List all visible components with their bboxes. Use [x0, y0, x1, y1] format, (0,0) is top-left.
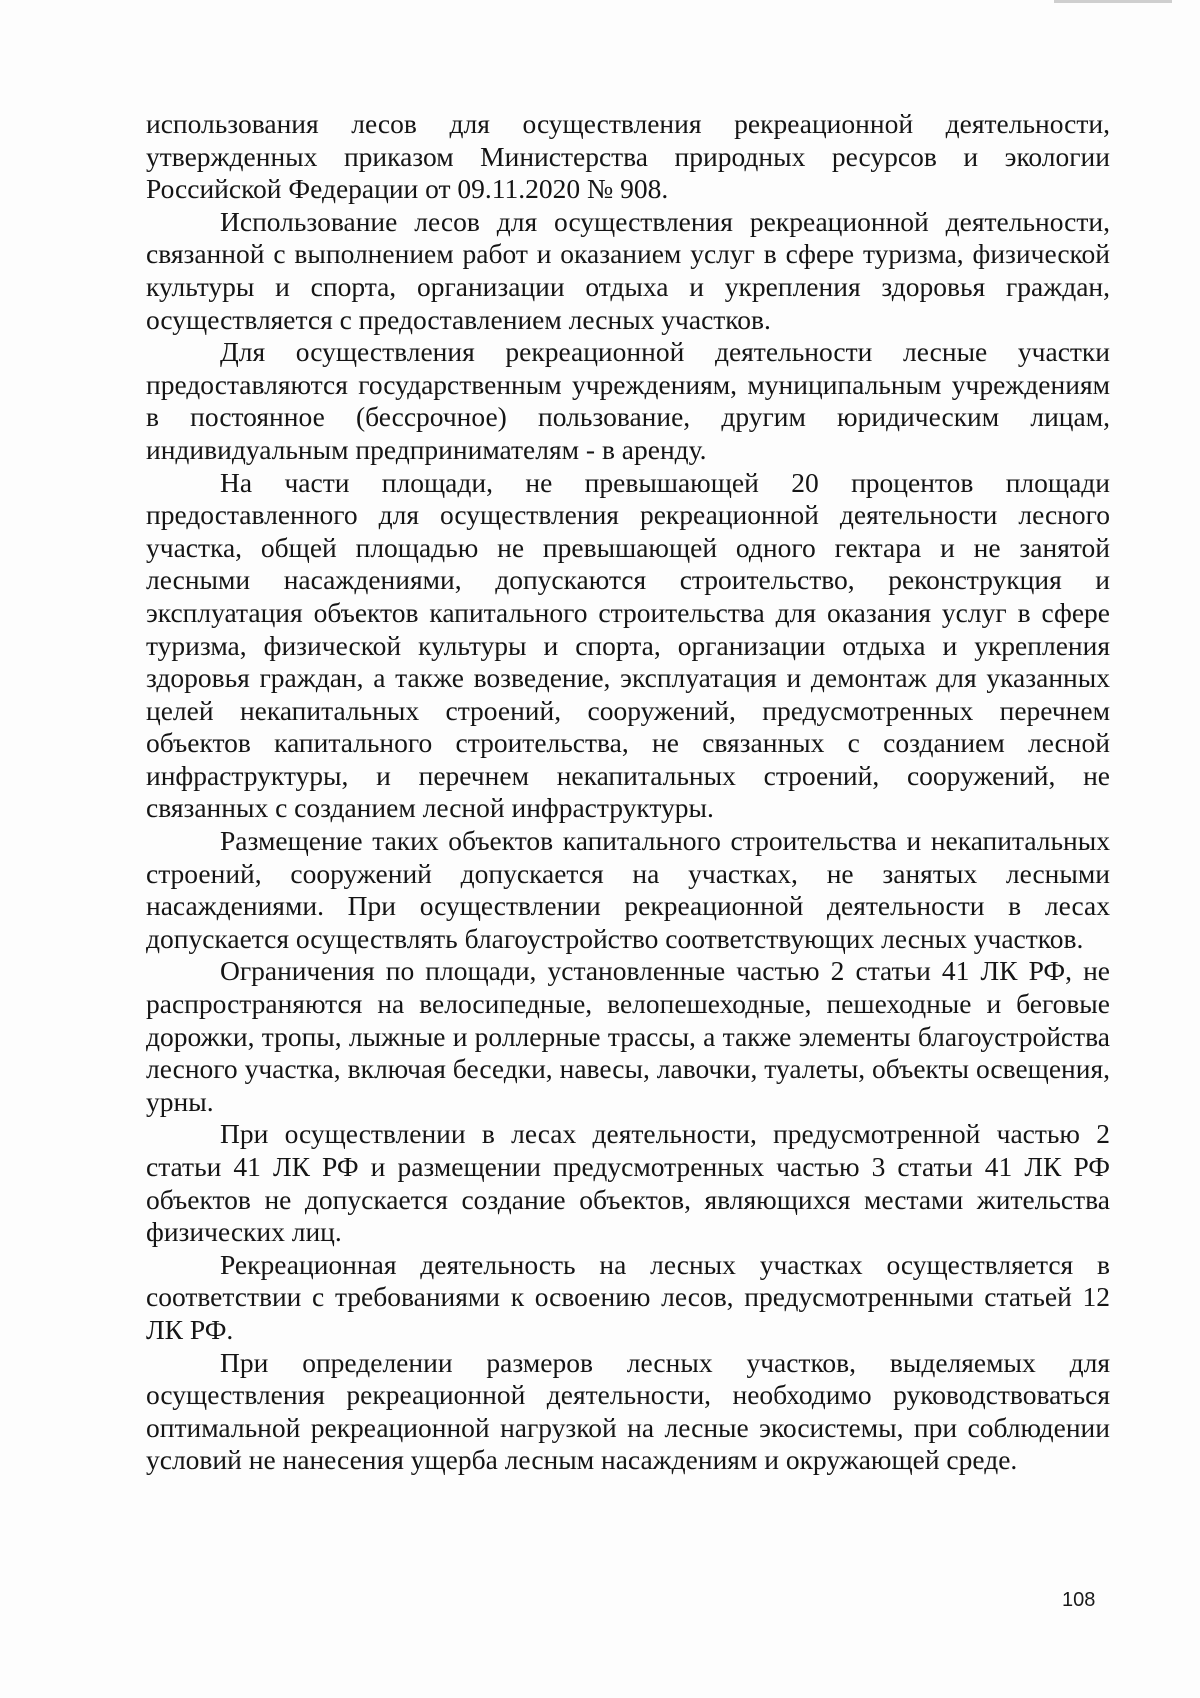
page-number: 108 [1062, 1589, 1096, 1611]
paragraph-continuation: использования лесов для осуществления рекреационной деятельности, утвержденных приказом Министерства природных ресурсов и экологии Российской Федерации от 09.11.2020 № 908. [146, 108, 1110, 205]
document-body [146, 108, 1110, 1477]
paragraph: Использование лесов для осуществления рекреационной деятельности, связанной с выполнением работ и оказанием услуг в сфере туризма, физической культуры и спорта, организации отдыха и укрепления здоровья граждан, осуществляется с предоставлением лесных участков. [146, 205, 1110, 335]
scan-edge-mark [1054, 0, 1172, 3]
paragraph: На части площади, не превышающей 20 процентов площади предоставленного для осуществления рекреационной деятельности лесного участка, общей площадью не превышающей одного гектара и не занятой лесными насаждениями, допускаются строительство, реконструкция и эксплуатация объектов капитального строительства для оказания услуг в сфере туризма, физической культуры и спорта, организации отдыха и укрепления здоровья граждан, а также возведение, эксплуатация и демонтаж для указанных целей некапитальных строений, сооружений, предусмотренных перечнем объектов капитального строительства, не связанных с созданием лесной инфраструктуры, и перечнем некапитальных строений, сооружений, не связанных с созданием лесной инфраструктуры. [146, 466, 1110, 824]
paragraph: При определении размеров лесных участков, выделяемых для осуществления рекреационной деятельности, необходимо руководствоваться оптимальной рекреационной нагрузкой на лесные экосистемы, при соблюдении условий не нанесения ущерба лесным насаждениям и окружающей среде. [146, 1346, 1110, 1476]
paragraph: Рекреационная деятельность на лесных участках осуществляется в соответствии с требованиями к освоению лесов, предусмотренными статьей 12 ЛК РФ. [146, 1248, 1110, 1345]
paragraph: При осуществлении в лесах деятельности, предусмотренной частью 2 статьи 41 ЛК РФ и размещении предусмотренных частью 3 статьи 41 ЛК РФ объектов не допускается создание объектов, являющихся местами жительства физических лиц. [146, 1118, 1110, 1248]
paragraph: Для осуществления рекреационной деятельности лесные участки предоставляются государственным учреждениям, муниципальным учреждениям в постоянное (бессрочное) пользование, другим юридическим лицам, индивидуальным предпринимателям - в аренду. [146, 336, 1110, 465]
paragraph: Размещение таких объектов капитального строительства и некапитальных строений, сооружений допускается на участках, не занятых лесными насаждениями. При осуществлении рекреационной деятельности в лесах допускается осуществлять благоустройство соответствующих лесных участков. [146, 825, 1110, 954]
paragraph: Ограничения по площади, установленные частью 2 статьи 41 ЛК РФ, не распространяются на велосипедные, велопешеходные, пешеходные и беговые дорожки, тропы, лыжные и роллерные трассы, а также элементы благоустройства лесного участка, включая беседки, навесы, лавочки, туалеты, объекты освещения, урны. [146, 955, 1110, 1117]
